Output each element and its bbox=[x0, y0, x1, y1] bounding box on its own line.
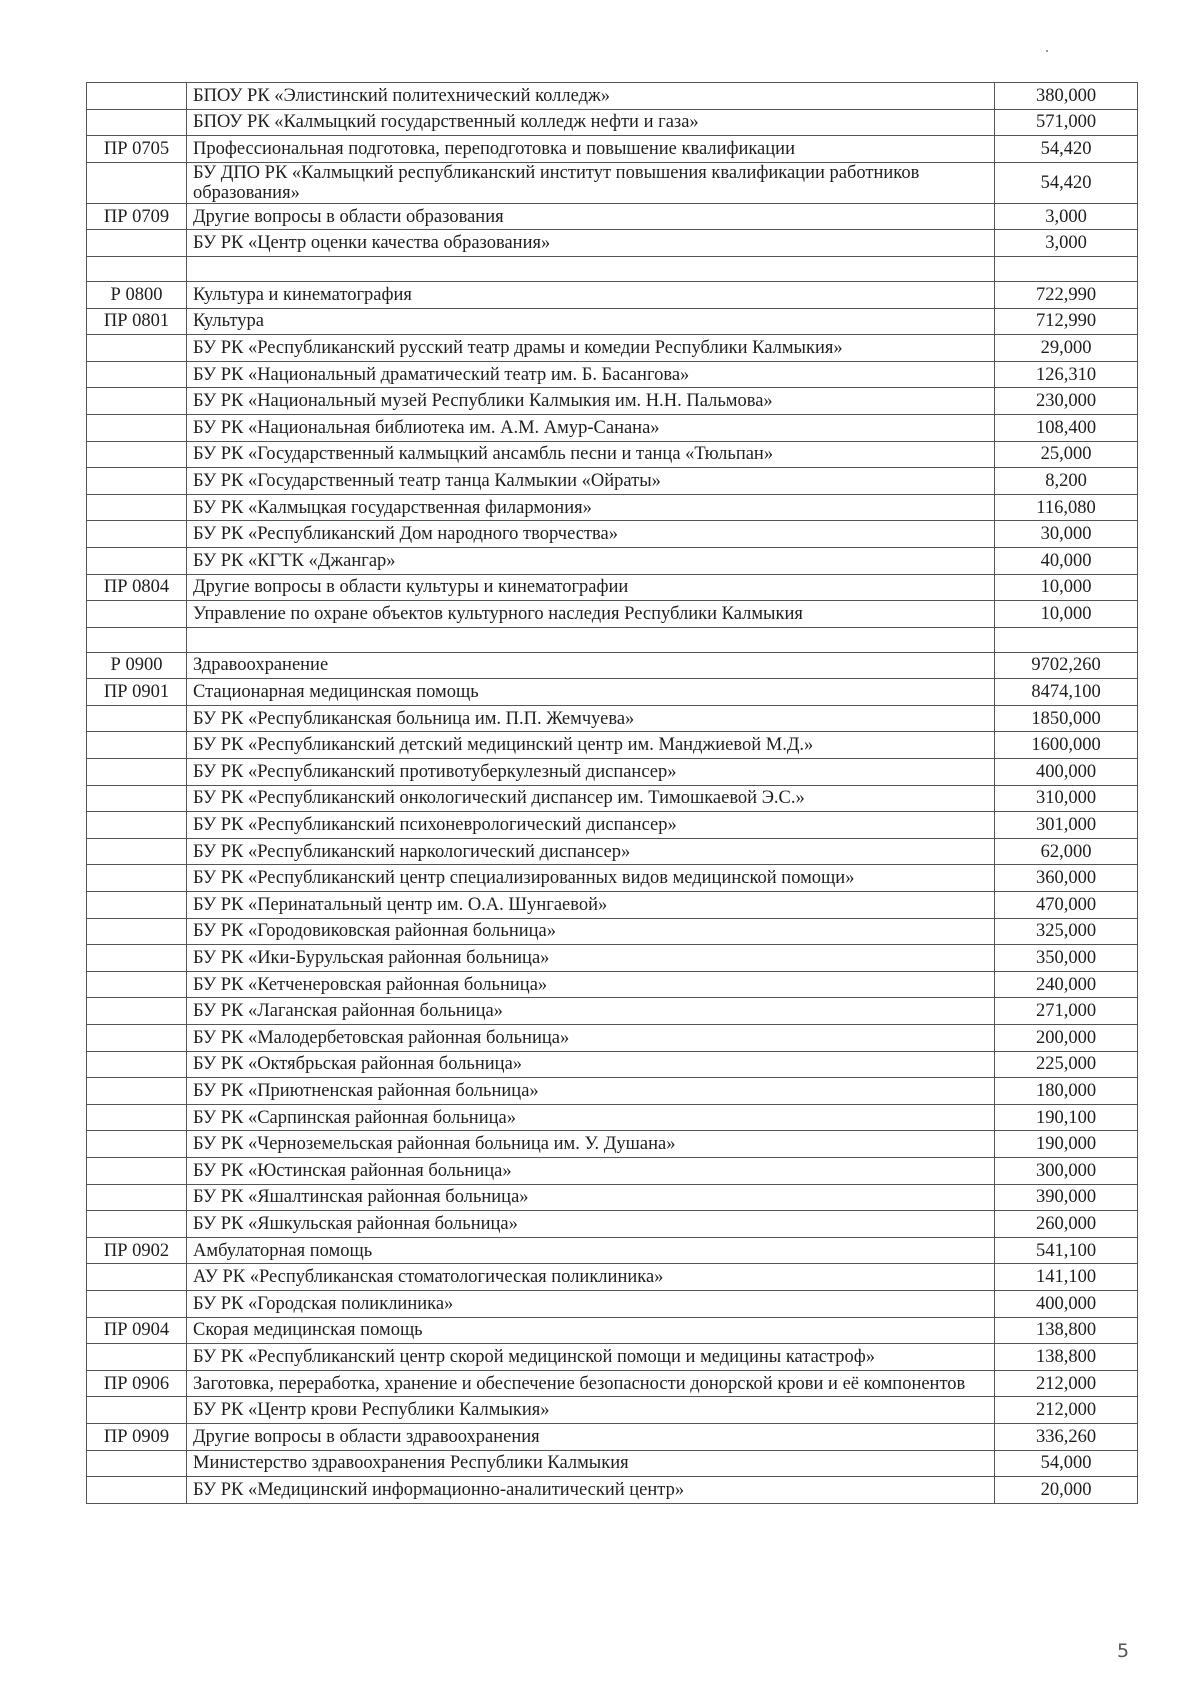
name-cell: БУ РК «Сарпинская районная больница» bbox=[187, 1104, 995, 1131]
amount-cell: 3,000 bbox=[995, 230, 1138, 257]
table-row bbox=[87, 1051, 1138, 1078]
amount-cell: 571,000 bbox=[995, 109, 1138, 136]
code-cell: ПР 0801 bbox=[87, 308, 187, 335]
name-cell: Управление по охране объектов культурного наследия Республики Калмыкия bbox=[187, 601, 995, 628]
table-row bbox=[87, 705, 1138, 732]
amount-cell: 212,000 bbox=[995, 1370, 1138, 1397]
name-cell: БУ ДПО РК «Калмыцкий республиканский институт повышения квалификации работников образования» bbox=[187, 162, 995, 203]
code-cell bbox=[87, 1264, 187, 1291]
table-row bbox=[87, 230, 1138, 257]
amount-cell: 116,080 bbox=[995, 494, 1138, 521]
table-row bbox=[87, 1104, 1138, 1131]
name-cell: БУ РК «Национальный драматический театр им. Б. Басангова» bbox=[187, 361, 995, 388]
code-cell bbox=[87, 494, 187, 521]
table-row bbox=[87, 1477, 1138, 1504]
code-cell bbox=[87, 1211, 187, 1238]
table-row bbox=[87, 1184, 1138, 1211]
name-cell: Культура bbox=[187, 308, 995, 335]
name-cell: БУ РК «Малодербетовская районная больница» bbox=[187, 1025, 995, 1052]
amount-cell: 380,000 bbox=[995, 83, 1138, 110]
name-cell: БУ РК «Республиканский центр специализированных видов медицинской помощи» bbox=[187, 865, 995, 892]
code-cell bbox=[87, 865, 187, 892]
table-row bbox=[87, 1344, 1138, 1371]
table-row bbox=[87, 414, 1138, 441]
amount-cell: 138,800 bbox=[995, 1317, 1138, 1344]
amount-cell: 8474,100 bbox=[995, 679, 1138, 706]
name-cell: БУ РК «Юстинская районная больница» bbox=[187, 1157, 995, 1184]
amount-cell: 62,000 bbox=[995, 838, 1138, 865]
code-cell bbox=[87, 1184, 187, 1211]
code-cell: ПР 0906 bbox=[87, 1370, 187, 1397]
table-row bbox=[87, 203, 1138, 230]
amount-cell: 20,000 bbox=[995, 1477, 1138, 1504]
code-cell bbox=[87, 812, 187, 839]
table-row bbox=[87, 945, 1138, 972]
name-cell: Скорая медицинская помощь bbox=[187, 1317, 995, 1344]
name-cell: БУ РК «Государственный театр танца Калмыкии «Ойраты» bbox=[187, 468, 995, 495]
name-cell bbox=[187, 627, 995, 652]
amount-cell: 310,000 bbox=[995, 785, 1138, 812]
name-cell: БУ РК «Республиканский центр скорой медицинской помощи и медицины катастроф» bbox=[187, 1344, 995, 1371]
amount-cell: 30,000 bbox=[995, 521, 1138, 548]
name-cell: Другие вопросы в области культуры и кинематографии bbox=[187, 574, 995, 601]
name-cell: БУ РК «Республиканский онкологический диспансер им. Тимошкаевой Э.С.» bbox=[187, 785, 995, 812]
code-cell bbox=[87, 705, 187, 732]
code-cell bbox=[87, 732, 187, 759]
name-cell: Профессиональная подготовка, переподготовка и повышение квалификации bbox=[187, 136, 995, 163]
code-cell bbox=[87, 945, 187, 972]
table-row bbox=[87, 998, 1138, 1025]
table-row bbox=[87, 892, 1138, 919]
code-cell bbox=[87, 1078, 187, 1105]
table-row bbox=[87, 1025, 1138, 1052]
table-row bbox=[87, 256, 1138, 281]
amount-cell: 126,310 bbox=[995, 361, 1138, 388]
amount-cell: 336,260 bbox=[995, 1423, 1138, 1450]
code-cell bbox=[87, 1025, 187, 1052]
name-cell: БУ РК «Яшалтинская районная больница» bbox=[187, 1184, 995, 1211]
amount-cell: 3,000 bbox=[995, 203, 1138, 230]
name-cell: БУ РК «Лаганская районная больница» bbox=[187, 998, 995, 1025]
code-cell: ПР 0705 bbox=[87, 136, 187, 163]
name-cell: БУ РК «Ики-Бурульская районная больница» bbox=[187, 945, 995, 972]
amount-cell: 390,000 bbox=[995, 1184, 1138, 1211]
name-cell: БУ РК «Национальный музей Республики Калмыкия им. Н.Н. Пальмова» bbox=[187, 388, 995, 415]
amount-cell: 400,000 bbox=[995, 1290, 1138, 1317]
code-cell bbox=[87, 256, 187, 281]
code-cell bbox=[87, 230, 187, 257]
amount-cell: 138,800 bbox=[995, 1344, 1138, 1371]
code-cell bbox=[87, 1477, 187, 1504]
name-cell: БУ РК «Центр крови Республики Калмыкия» bbox=[187, 1397, 995, 1424]
code-cell bbox=[87, 1104, 187, 1131]
code-cell bbox=[87, 162, 187, 203]
code-cell bbox=[87, 83, 187, 110]
name-cell: БУ РК «Черноземельская районная больница им. У. Душана» bbox=[187, 1131, 995, 1158]
code-cell bbox=[87, 547, 187, 574]
amount-cell: 212,000 bbox=[995, 1397, 1138, 1424]
code-cell bbox=[87, 759, 187, 786]
table-row bbox=[87, 1211, 1138, 1238]
table-row bbox=[87, 308, 1138, 335]
code-cell bbox=[87, 414, 187, 441]
table-row bbox=[87, 971, 1138, 998]
name-cell: Стационарная медицинская помощь bbox=[187, 679, 995, 706]
name-cell: БУ РК «Республиканский детский медицинский центр им. Манджиевой М.Д.» bbox=[187, 732, 995, 759]
code-cell bbox=[87, 1051, 187, 1078]
amount-cell: 8,200 bbox=[995, 468, 1138, 495]
table-row bbox=[87, 679, 1138, 706]
amount-cell: 260,000 bbox=[995, 1211, 1138, 1238]
amount-cell: 190,000 bbox=[995, 1131, 1138, 1158]
code-cell bbox=[87, 1344, 187, 1371]
name-cell: БУ РК «Медицинский информационно-аналитический центр» bbox=[187, 1477, 995, 1504]
code-cell bbox=[87, 998, 187, 1025]
name-cell: АУ РК «Республиканская стоматологическая поликлиника» bbox=[187, 1264, 995, 1291]
amount-cell: 722,990 bbox=[995, 281, 1138, 308]
name-cell: БУ РК «Республиканский психоневрологический диспансер» bbox=[187, 812, 995, 839]
table-row bbox=[87, 109, 1138, 136]
name-cell: Министерство здравоохранения Республики Калмыкия bbox=[187, 1450, 995, 1477]
amount-cell: 240,000 bbox=[995, 971, 1138, 998]
name-cell: Здравоохранение bbox=[187, 652, 995, 679]
code-cell bbox=[87, 441, 187, 468]
amount-cell: 54,420 bbox=[995, 162, 1138, 203]
table-row bbox=[87, 627, 1138, 652]
table-row bbox=[87, 468, 1138, 495]
code-cell bbox=[87, 785, 187, 812]
name-cell: БУ РК «Кетченеровская районная больница» bbox=[187, 971, 995, 998]
table-row bbox=[87, 494, 1138, 521]
amount-cell: 470,000 bbox=[995, 892, 1138, 919]
name-cell: БУ РК «Государственный калмыцкий ансамбль песни и танца «Тюльпан» bbox=[187, 441, 995, 468]
amount-cell: 9702,260 bbox=[995, 652, 1138, 679]
code-cell bbox=[87, 388, 187, 415]
amount-cell: 350,000 bbox=[995, 945, 1138, 972]
name-cell: БУ РК «Перинатальный центр им. О.А. Шунгаевой» bbox=[187, 892, 995, 919]
amount-cell: 40,000 bbox=[995, 547, 1138, 574]
code-cell bbox=[87, 892, 187, 919]
table-row bbox=[87, 652, 1138, 679]
code-cell: ПР 0904 bbox=[87, 1317, 187, 1344]
code-cell: Р 0900 bbox=[87, 652, 187, 679]
name-cell: БУ РК «КГТК «Джангар» bbox=[187, 547, 995, 574]
table-row bbox=[87, 759, 1138, 786]
code-cell bbox=[87, 335, 187, 362]
amount-cell: 25,000 bbox=[995, 441, 1138, 468]
amount-cell: 300,000 bbox=[995, 1157, 1138, 1184]
table-row bbox=[87, 388, 1138, 415]
table-row bbox=[87, 1397, 1138, 1424]
table-row bbox=[87, 281, 1138, 308]
name-cell: БУ РК «Городская поликлиника» bbox=[187, 1290, 995, 1317]
table-row bbox=[87, 335, 1138, 362]
code-cell bbox=[87, 1131, 187, 1158]
name-cell: БУ РК «Республиканский наркологический диспансер» bbox=[187, 838, 995, 865]
table-row bbox=[87, 1290, 1138, 1317]
code-cell bbox=[87, 109, 187, 136]
code-cell: ПР 0902 bbox=[87, 1237, 187, 1264]
name-cell: БУ РК «Октябрьская районная больница» bbox=[187, 1051, 995, 1078]
amount-cell bbox=[995, 627, 1138, 652]
amount-cell: 10,000 bbox=[995, 574, 1138, 601]
table-row bbox=[87, 785, 1138, 812]
amount-cell: 200,000 bbox=[995, 1025, 1138, 1052]
table-row bbox=[87, 1450, 1138, 1477]
scan-speck bbox=[1046, 50, 1048, 52]
amount-cell: 141,100 bbox=[995, 1264, 1138, 1291]
amount-cell: 1600,000 bbox=[995, 732, 1138, 759]
name-cell: БУ РК «Приютненская районная больница» bbox=[187, 1078, 995, 1105]
code-cell bbox=[87, 1157, 187, 1184]
table-row bbox=[87, 918, 1138, 945]
table-row bbox=[87, 162, 1138, 203]
table-row bbox=[87, 732, 1138, 759]
name-cell: БУ РК «Центр оценки качества образования» bbox=[187, 230, 995, 257]
amount-cell: 29,000 bbox=[995, 335, 1138, 362]
name-cell: БУ РК «Национальная библиотека им. А.М. Амур-Санана» bbox=[187, 414, 995, 441]
code-cell: ПР 0804 bbox=[87, 574, 187, 601]
amount-cell: 541,100 bbox=[995, 1237, 1138, 1264]
budget-allocation-table bbox=[86, 82, 1138, 1504]
table-row bbox=[87, 1264, 1138, 1291]
amount-cell: 271,000 bbox=[995, 998, 1138, 1025]
table-row bbox=[87, 838, 1138, 865]
name-cell: БУ РК «Республиканский противотуберкулезный диспансер» bbox=[187, 759, 995, 786]
code-cell bbox=[87, 971, 187, 998]
amount-cell: 10,000 bbox=[995, 601, 1138, 628]
code-cell bbox=[87, 918, 187, 945]
table-row bbox=[87, 865, 1138, 892]
amount-cell bbox=[995, 256, 1138, 281]
amount-cell: 225,000 bbox=[995, 1051, 1138, 1078]
code-cell bbox=[87, 361, 187, 388]
name-cell: БУ РК «Республиканская больница им. П.П. Жемчуева» bbox=[187, 705, 995, 732]
amount-cell: 54,420 bbox=[995, 136, 1138, 163]
amount-cell: 190,100 bbox=[995, 1104, 1138, 1131]
amount-cell: 54,000 bbox=[995, 1450, 1138, 1477]
name-cell: Заготовка, переработка, хранение и обеспечение безопасности донорской крови и её компонентов bbox=[187, 1370, 995, 1397]
table-row bbox=[87, 1370, 1138, 1397]
code-cell bbox=[87, 1290, 187, 1317]
name-cell: БПОУ РК «Элистинский политехнический колледж» bbox=[187, 83, 995, 110]
code-cell bbox=[87, 601, 187, 628]
table-row bbox=[87, 1131, 1138, 1158]
name-cell: БПОУ РК «Калмыцкий государственный колледж нефти и газа» bbox=[187, 109, 995, 136]
table-row bbox=[87, 361, 1138, 388]
name-cell: БУ РК «Городовиковская районная больница» bbox=[187, 918, 995, 945]
page-number: 5 bbox=[1117, 1640, 1130, 1662]
name-cell: Амбулаторная помощь bbox=[187, 1237, 995, 1264]
code-cell bbox=[87, 627, 187, 652]
name-cell: БУ РК «Республиканский русский театр драмы и комедии Республики Калмыкия» bbox=[187, 335, 995, 362]
name-cell: БУ РК «Республиканский Дом народного творчества» bbox=[187, 521, 995, 548]
code-cell bbox=[87, 838, 187, 865]
table-row bbox=[87, 601, 1138, 628]
table-row bbox=[87, 83, 1138, 110]
table-body bbox=[87, 83, 1138, 1504]
amount-cell: 360,000 bbox=[995, 865, 1138, 892]
table-row bbox=[87, 574, 1138, 601]
name-cell bbox=[187, 256, 995, 281]
amount-cell: 1850,000 bbox=[995, 705, 1138, 732]
amount-cell: 230,000 bbox=[995, 388, 1138, 415]
name-cell: Другие вопросы в области образования bbox=[187, 203, 995, 230]
table-row bbox=[87, 547, 1138, 574]
amount-cell: 108,400 bbox=[995, 414, 1138, 441]
code-cell bbox=[87, 1397, 187, 1424]
table-row bbox=[87, 1237, 1138, 1264]
table-row bbox=[87, 1078, 1138, 1105]
name-cell: БУ РК «Яшкульская районная больница» bbox=[187, 1211, 995, 1238]
table-row bbox=[87, 1157, 1138, 1184]
code-cell: Р 0800 bbox=[87, 281, 187, 308]
amount-cell: 325,000 bbox=[995, 918, 1138, 945]
amount-cell: 180,000 bbox=[995, 1078, 1138, 1105]
code-cell bbox=[87, 1450, 187, 1477]
code-cell: ПР 0909 bbox=[87, 1423, 187, 1450]
amount-cell: 712,990 bbox=[995, 308, 1138, 335]
name-cell: Культура и кинематография bbox=[187, 281, 995, 308]
code-cell: ПР 0709 bbox=[87, 203, 187, 230]
amount-cell: 301,000 bbox=[995, 812, 1138, 839]
code-cell: ПР 0901 bbox=[87, 679, 187, 706]
amount-cell: 400,000 bbox=[995, 759, 1138, 786]
table-row bbox=[87, 441, 1138, 468]
table-row bbox=[87, 812, 1138, 839]
name-cell: Другие вопросы в области здравоохранения bbox=[187, 1423, 995, 1450]
table-row bbox=[87, 521, 1138, 548]
table-row bbox=[87, 1423, 1138, 1450]
code-cell bbox=[87, 521, 187, 548]
table-row bbox=[87, 1317, 1138, 1344]
table-row bbox=[87, 136, 1138, 163]
name-cell: БУ РК «Калмыцкая государственная филармония» bbox=[187, 494, 995, 521]
code-cell bbox=[87, 468, 187, 495]
